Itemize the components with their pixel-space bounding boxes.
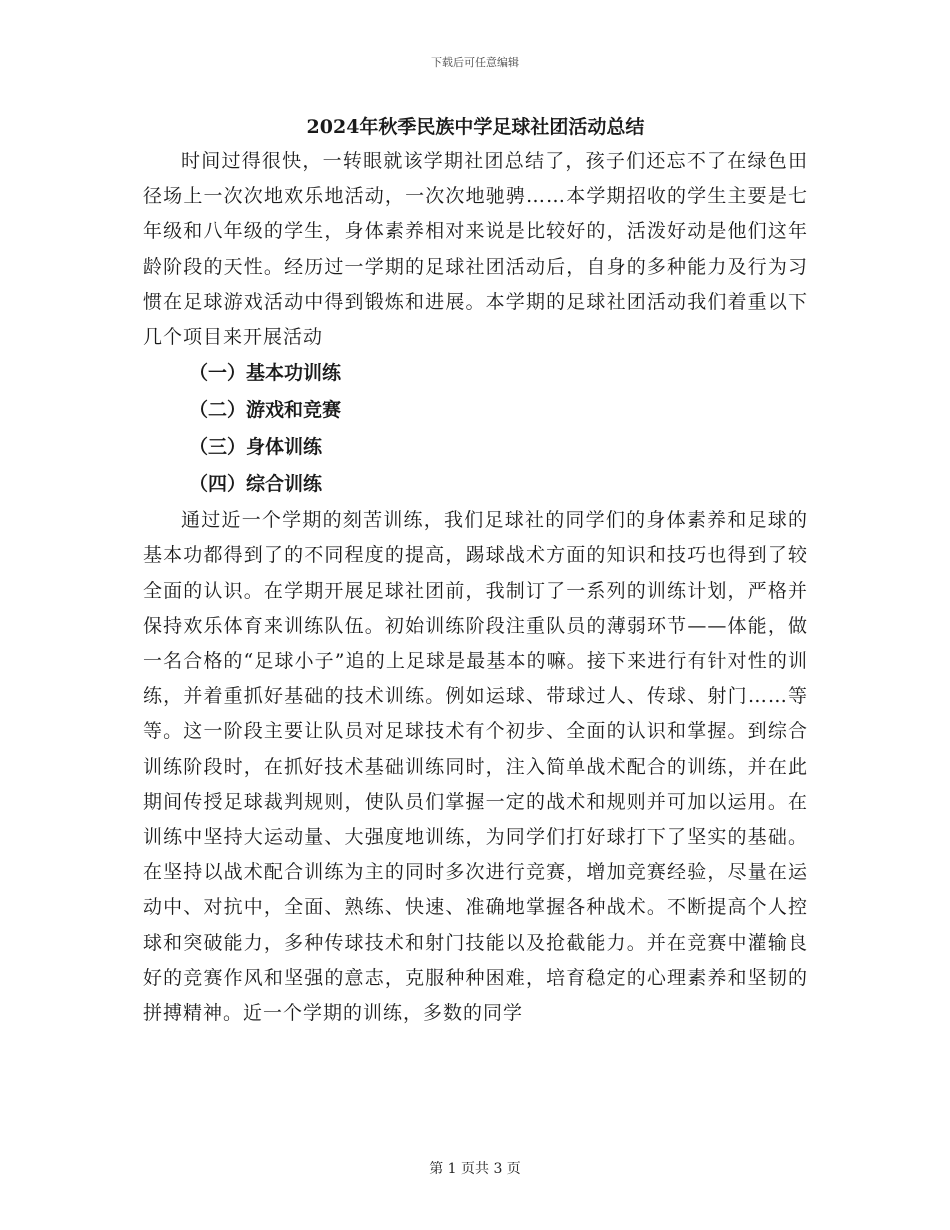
page-footer: 第 1 页共 3 页 [429, 1161, 521, 1177]
list-item-games-competition: （二）游戏和竞赛 [189, 399, 342, 422]
list-item-physical-training: （三）身体训练 [189, 436, 323, 459]
intro-paragraph: 时间过得很快，一转眼就该学期社团总结了，孩子们还忘不了在绿色田径场上一次次地欢乐地活动，一次次地驰骋……本学期招收的学生主要是七年级和八年级的学生，身体素养相对来说是比较好的，活泼好动是他们这年龄阶段的天性。经历过一学期的足球社团活动后，自身的多种能力及行为习惯在足球游戏活动中得到锻炼和进展。本学期的足球社团活动我们着重以下几个项目来开展活动 [143, 150, 808, 349]
list-item-comprehensive-training: （四）综合训练 [189, 473, 323, 496]
page-header-note: 下载后可任意编辑 [431, 56, 519, 69]
list-item-basic-training: （一）基本功训练 [189, 362, 342, 385]
document-body [143, 112, 808, 1031]
body-paragraph: 通过近一个学期的刻苦训练，我们足球社的同学们的身体素养和足球的基本功都得到了的不同程度的提高，踢球战术方面的知识和技巧也得到了较全面的认识。在学期开展足球社团前，我制订了一系列的训练计划，严格并保持欢乐体育来训练队伍。初始训练阶段注重队员的薄弱环节——体能，做一名合格的“足球小子”追的上足球是最基本的嘛。接下来进行有针对性的训练，并着重抓好基础的技术训练。例如运球、带球过人、传球、射门……等等。这一阶段主要让队员对足球技术有个初步、全面的认识和掌握。到综合训练阶段时，在抓好技术基础训练同时，注入简单战术配合的训练，并在此期间传授足球裁判规则，使队员们掌握一定的战术和规则并可加以运用。在训练中坚持大运动量、大强度地训练，为同学们打好球打下了坚实的基础。在坚持以战术配合训练为主的同时多次进行竞赛，增加竞赛经验，尽量在运动中、对抗中，全面、熟练、快速、准确地掌握各种战术。不断提高个人控球和突破能力，多种传球技术和射门技能以及抢截能力。并在竞赛中灌输良好的竞赛作风和坚强的意志，克服种种困难，培育稳定的心理素养和坚韧的拼搏精神。近一个学期的训练，多数的同学 [143, 509, 808, 1025]
document-title: 2024年秋季民族中学足球社团活动总结 [306, 116, 645, 138]
